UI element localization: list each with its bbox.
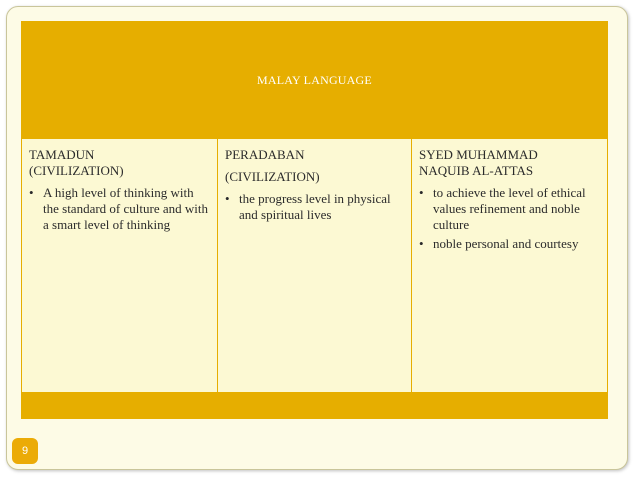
- list-item: • A high level of thinking with the standard of culture and with a smart level of thinking: [29, 185, 208, 232]
- bullet-list: [419, 185, 599, 252]
- table-header-title: MALAY LANGUAGE: [257, 72, 372, 87]
- table-header: [21, 21, 608, 139]
- column-heading-line: PERADABAN: [225, 147, 305, 162]
- list-item: • to achieve the level of ethical values refinement and noble culture: [419, 185, 586, 232]
- column-peradaban: [218, 139, 412, 392]
- column-heading-line: (CIVILIZATION): [29, 163, 124, 178]
- bullet-icon: •: [419, 236, 424, 251]
- bullet-icon: •: [419, 185, 424, 200]
- table-footer-band: [21, 392, 608, 419]
- column-syed-muhammad: [412, 139, 607, 392]
- bullet-list: [225, 191, 403, 223]
- list-item: • the progress level in physical and spiritual lives: [225, 191, 391, 222]
- table-body-row: [21, 139, 608, 392]
- page-number-badge: 9: [12, 438, 38, 464]
- bullet-icon: •: [29, 185, 34, 200]
- column-heading-line: SYED MUHAMMAD: [419, 147, 538, 162]
- column-tamadun: [22, 139, 218, 392]
- column-heading-line: NAQUIB AL-ATTAS: [419, 163, 534, 178]
- column-heading-line: (CIVILIZATION): [225, 169, 320, 184]
- bullet-list: [29, 185, 209, 233]
- column-heading-line: TAMADUN: [29, 147, 95, 162]
- definition-table: [21, 21, 608, 419]
- list-item: • noble personal and courtesy: [419, 236, 579, 251]
- bullet-icon: •: [225, 191, 230, 206]
